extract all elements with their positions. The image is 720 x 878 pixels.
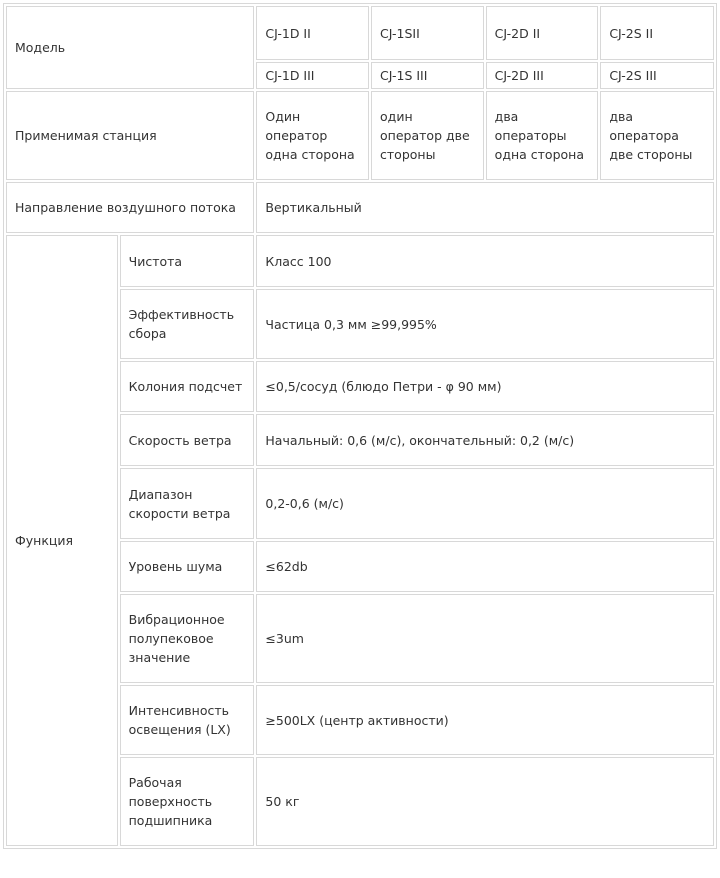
function-param-name: Интенсивность освещения (LX): [120, 685, 255, 755]
function-param-value: ≥500LX (центр активности): [256, 685, 714, 755]
airflow-value: Вертикальный: [256, 182, 714, 233]
function-param-value: ≤0,5/сосуд (блюдо Петри - φ 90 мм): [256, 361, 714, 412]
model-cell: CJ-1S III: [371, 62, 484, 89]
function-param-name: Диапазон скорости ветра: [120, 468, 255, 539]
model-cell: CJ-2D III: [486, 62, 599, 89]
station-cell: два операторы одна сторона: [486, 91, 599, 180]
function-param-value: 0,2-0,6 (м/с): [256, 468, 714, 539]
function-param-value: Класс 100: [256, 235, 714, 287]
function-param-value: 50 кг: [256, 757, 714, 846]
function-param-name: Уровень шума: [120, 541, 255, 592]
station-cell: один оператор две стороны: [371, 91, 484, 180]
station-row: [6, 91, 714, 180]
model-cell: CJ-2D II: [486, 6, 599, 60]
function-label: Функция: [6, 235, 118, 846]
model-cell: CJ-2S II: [600, 6, 714, 60]
model-cell: CJ-1D II: [256, 6, 369, 60]
function-param-name: Скорость ветра: [120, 414, 255, 466]
function-row: [6, 235, 714, 287]
function-param-name: Вибрационное полупековое значение: [120, 594, 255, 683]
station-label: Применимая станция: [6, 91, 254, 180]
function-param-value: Начальный: 0,6 (м/с), окончательный: 0,2 (м/с): [256, 414, 714, 466]
function-param-value: ≤62db: [256, 541, 714, 592]
model-cell: CJ-2S III: [600, 62, 714, 89]
station-cell: два оператора две стороны: [600, 91, 714, 180]
airflow-label: Направление воздушного потока: [6, 182, 254, 233]
model-cell: CJ-1SII: [371, 6, 484, 60]
station-cell: Один оператор одна сторона: [256, 91, 369, 180]
function-param-name: Колония подсчет: [120, 361, 255, 412]
spec-table: [3, 3, 717, 849]
function-param-name: Чистота: [120, 235, 255, 287]
model-cell: CJ-1D III: [256, 62, 369, 89]
model-label: Модель: [6, 6, 254, 89]
airflow-row: [6, 182, 714, 233]
function-param-name: Рабочая поверхность подшипника: [120, 757, 255, 846]
function-param-name: Эффективность сбора: [120, 289, 255, 359]
function-param-value: ≤3um: [256, 594, 714, 683]
model-row-1: [6, 6, 714, 60]
function-param-value: Частица 0,3 мм ≥99,995%: [256, 289, 714, 359]
